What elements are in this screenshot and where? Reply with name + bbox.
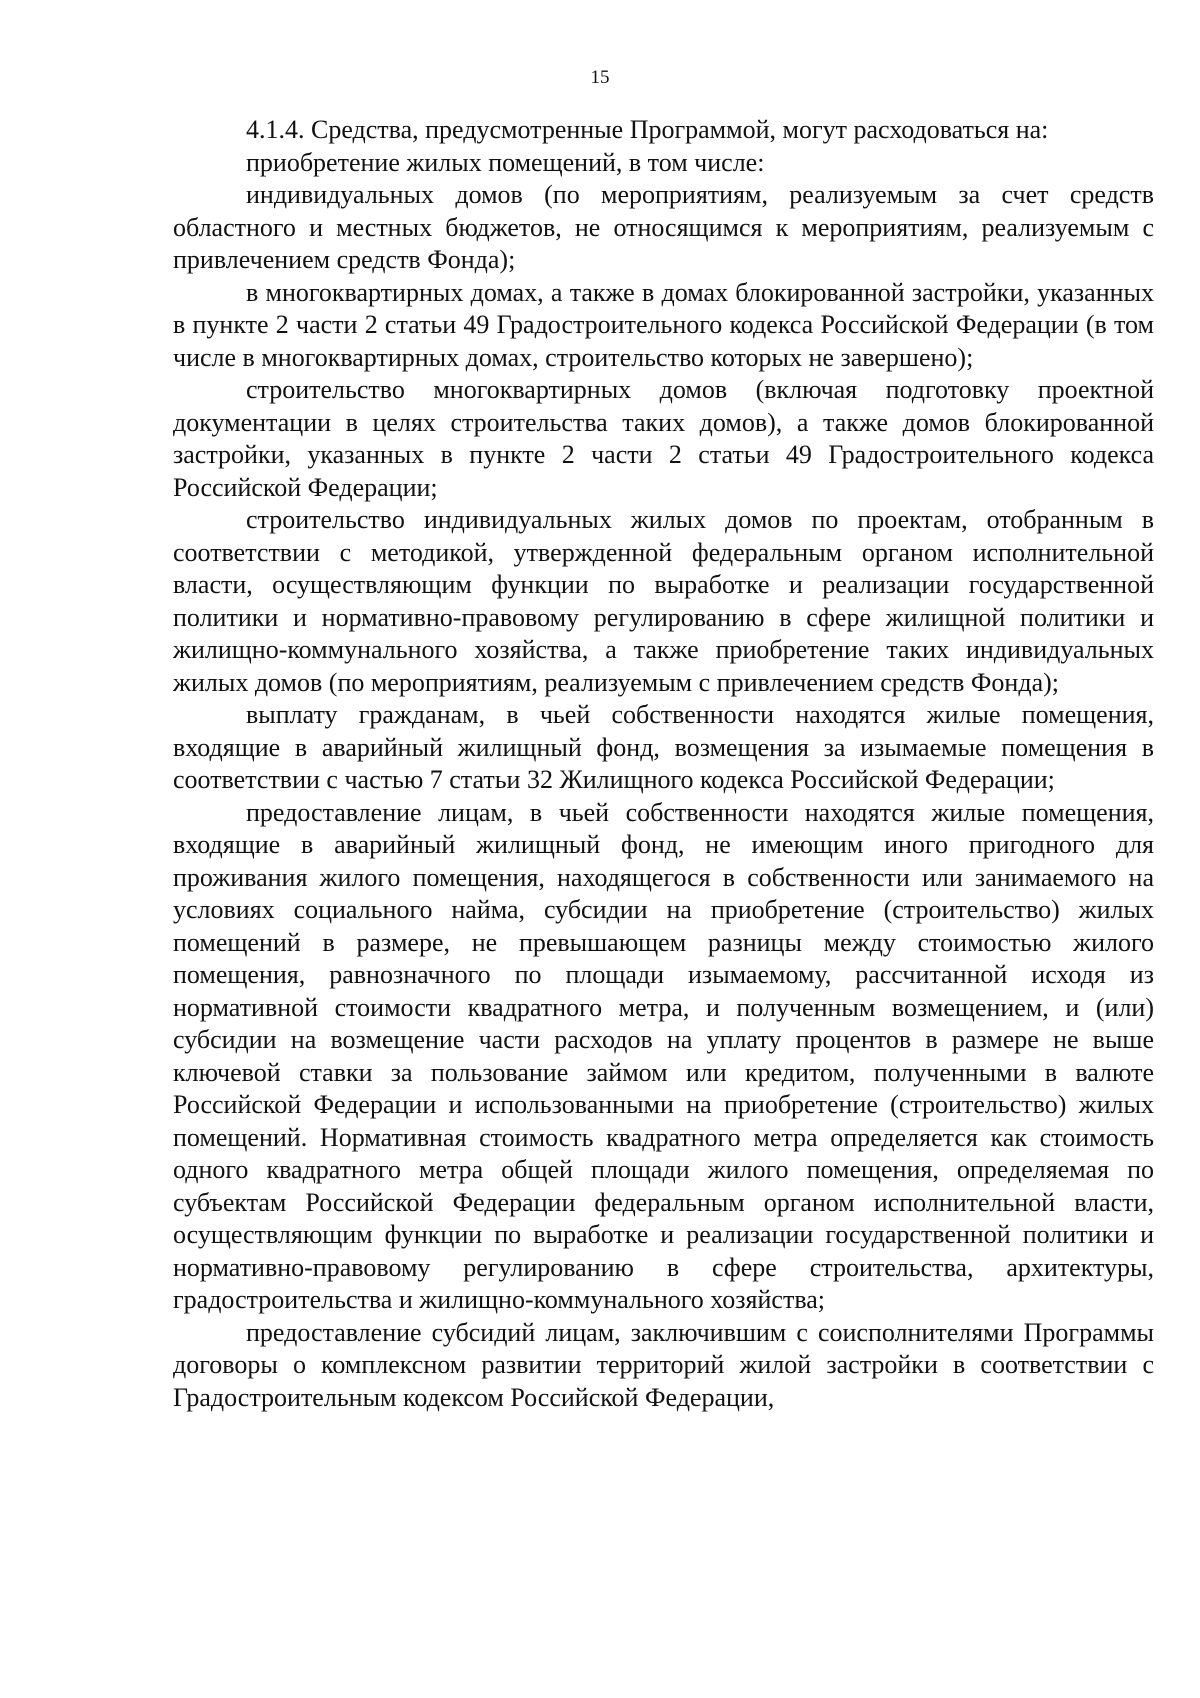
paragraph-subsidy-developers: предоставление субсидий лицам, заключившим с соисполнителями Программы договоры о комплексном развитии территорий жилой застройки в соответствии с Градостроительным кодексом Российской Федерации, <box>173 1317 1154 1412</box>
paragraph-clause-4-1-4: 4.1.4. Средства, предусмотренные Программой, могут расходоваться на: <box>246 115 1049 144</box>
paragraph-apartment-construction: строительство многоквартирных домов (включая подготовку проектной документации в целях строительства таких домов), а также домов блокированной застройки, указанных в пункте 2 части 2 статьи 49 Градостроительного кодекса Российской Федерации; <box>173 375 1154 502</box>
paragraph-subsidy-owners: предоставление лицам, в чьей собственности находятся жилые помещения, входящие в аварийный жилищный фонд, не имеющим иного пригодного для проживания жилого помещения, находящегося в собственности или занимаемого на условиях социального найма, субсидии на приобретение (строительство) жилых помещений в размере, не превышающем разницы между стоимостью жилого помещения, равнозначного по площади изымаемому, рассчитанной исходя из нормативной стоимости квадратного метра, и полученным возмещением, и (или) субсидии на возмещение части расходов на уплату процентов в размере не выше ключевой ставки за пользование займом или кредитом, полученными в валюте Российской Федерации и использованными на приобретение (строительство) жилых помещений. Нормативная стоимость квадратного метра определяется как стоимость одного квадратного метра общей площади жилого помещения, определяемая по субъектам Российской Федерации федеральным органом исполнительной власти, осуществляющим функции по выработке и реализации государственной политики и нормативно-правовому регулированию в сфере строительства, архитектуры, градостроительства и жилищно-коммунального хозяйства; <box>173 797 1154 1314</box>
paragraph-individual-houses: индивидуальных домов (по мероприятиям, реализуемым за счет средств областного и местных бюджетов, не относящимся к мероприятиям, реализуемым с привлечением средств Фонда); <box>173 180 1154 274</box>
page-number: 15 <box>590 67 610 88</box>
paragraph-compensation-payment: выплату гражданам, в чьей собственности находятся жилые помещения, входящие в аварийный жилищный фонд, возмещения за изымаемые помещения в соответствии с частью 7 статьи 32 Жилищного кодекса Российской Федерации; <box>173 700 1154 794</box>
document-body <box>173 114 1154 1414</box>
paragraph-housing-purchase: приобретение жилых помещений, в том числе: <box>246 147 765 177</box>
paragraph-individual-construction: строительство индивидуальных жилых домов по проектам, отобранным в соответствии с методикой, утвержденной федеральным органом исполнительной власти, осуществляющим функции по выработке и реализации государственной политики и нормативно-правовому регулированию в сфере жилищной политики и жилищно-коммунального хозяйства, а также приобретение таких индивидуальных жилых домов (по мероприятиям, реализуемым с привлечением средств Фонда); <box>173 505 1154 697</box>
paragraph-apartment-buildings: в многоквартирных домах, а также в домах блокированной застройки, указанных в пункте 2 части 2 статьи 49 Градостроительного кодекса Российской Федерации (в том числе в многоквартирных домах, строительство которых не завершено); <box>173 277 1154 372</box>
